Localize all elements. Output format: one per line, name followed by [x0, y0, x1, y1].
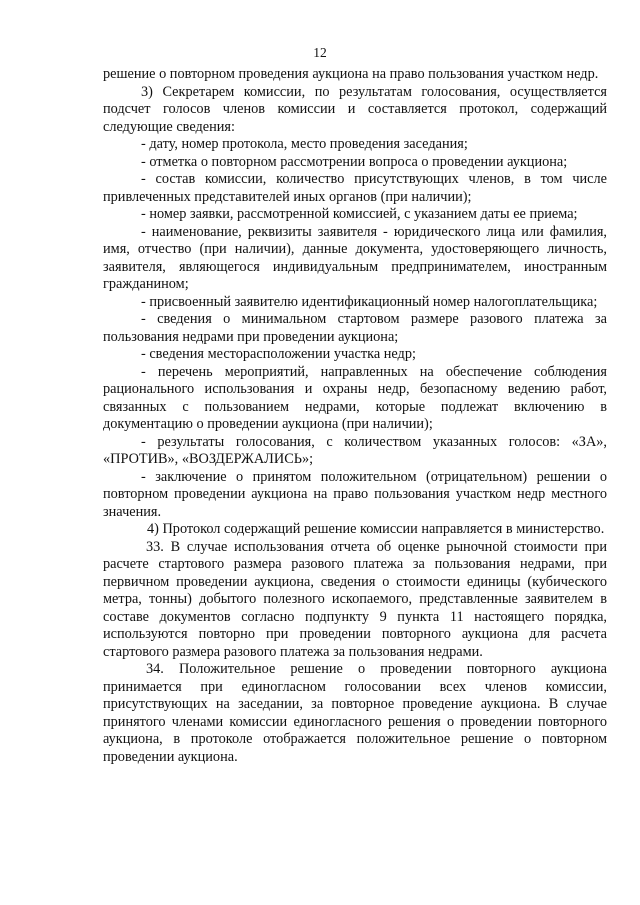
list-item: - перечень мероприятий, направленных на обеспечение соблюдения рационального использования и охраны недр, безопасному ведению работ, связанных с пользованием недрами, которые подлежат включению в документацию о проведении аукциона (при наличии); [103, 363, 607, 432]
list-item: - дату, номер протокола, место проведения заседания; [141, 136, 468, 152]
list-item: - сведения месторасположении участка недр; [141, 346, 416, 362]
list-item: - номер заявки, рассмотренной комиссией, с указанием даты ее приема; [141, 206, 578, 222]
paragraph-continuation: решение о повторном проведения аукциона на право пользования участком недр. [103, 66, 599, 82]
paragraph-item-4: 4) Протокол содержащий решение комиссии направляется в министерство. [147, 521, 605, 537]
paragraph-34: 34. Положительное решение о проведении повторного аукциона принимается при единогласном голосовании всех членов комиссии, присутствующих на заседании, за повторное проведение аукциона. В случае принятого членами комиссии единогласного решения о проведении повторного аукциона, в протоколе отображается положительное решение о повторном проведении аукциона. [103, 661, 607, 765]
list-item: - состав комиссии, количество присутствующих членов, в том числе привлеченных представителей иных органов (при наличии); [103, 171, 607, 205]
list-item: - заключение о принятом положительном (отрицательном) решении о повторном проведении аукциона на право пользования участком недр местного значения. [103, 468, 607, 520]
document-body [103, 66, 607, 766]
page-number: 12 [313, 45, 327, 60]
paragraph-item-3: 3) Секретарем комиссии, по результатам голосования, осуществляется подсчет голосов членов комиссии и составляется протокол, содержащий следующие сведения: [103, 83, 607, 135]
list-item: - результаты голосования, с количеством указанных голосов: «ЗА», «ПРОТИВ», «ВОЗДЕРЖАЛИСЬ»; [103, 433, 607, 467]
list-item: - присвоенный заявителю идентификационный номер налогоплательщика; [141, 293, 598, 310]
list-item: - наименование, реквизиты заявителя - юридического лица или фамилия, имя, отчество (при наличии), данные документа, удостоверяющего личность, заявителя, являющегося индивидуальным предпринимателем, иностранным гражданином; [103, 223, 607, 292]
list-item: - сведения о минимальном стартовом размере разового платежа за пользования недрами при проведении аукциона; [103, 311, 607, 345]
list-item: - отметка о повторном рассмотрении вопроса о проведении аукциона; [141, 153, 568, 170]
paragraph-33: 33. В случае использования отчета об оценке рыночной стоимости при расчете стартового размера разового платежа за пользования недрами, при первичном проведении аукциона, сведения о стоимости единицы (кубического метра, тонны) добытого полезного ископаемого, представленные заявителем в составе документов согласно подпункту 9 пункта 11 настоящего порядка, используются повторно при проведении повторного аукциона для расчета стартового размера разового платежа за пользования недрами. [103, 538, 607, 660]
